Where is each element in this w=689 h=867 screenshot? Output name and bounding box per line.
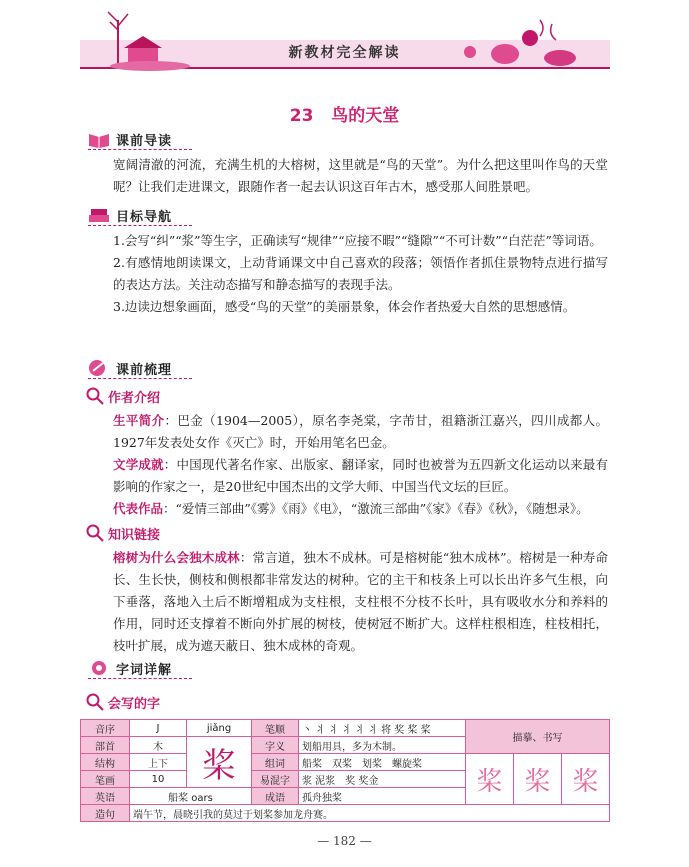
section-title: 课前导读 bbox=[116, 133, 173, 149]
pinyin: jiǎng bbox=[187, 720, 252, 737]
knowledge-paragraph: 榕树为什么会独木成林：常言道，独木不成林。可是榕树能“独木成林”。榕树是一种寿命长、生长快，侧枝和侧根都非常发达的树种。它的主干和枝条上可以长出许多气生根，向下垂落，落地入土后不断增粗成为支柱根，支柱根不分枝不长叶，具有吸收水分和养料的作用，同时还支撑着不断向外扩展的树枝，使树冠不断扩大。这样柱根相连，柱枝相托，枝叶扩展，成为遮天蔽日、独木成林的奇观。 bbox=[113, 550, 608, 653]
trace-char: 桨 bbox=[513, 754, 561, 805]
subsection-write-chars: 会写的字 bbox=[86, 692, 160, 712]
book-stack-icon bbox=[88, 206, 110, 224]
section-title: 课前梳理 bbox=[116, 362, 173, 378]
lesson-number: 23 bbox=[289, 106, 314, 126]
lesson-title bbox=[0, 101, 689, 126]
stroke-order: 丶 丬 丬 丬 丬 丬 将 奖 桨 桨 bbox=[299, 720, 466, 737]
section-title: 目标导航 bbox=[116, 209, 173, 225]
author-info: 生平简介：巴金（1904—2005），原名李尧棠，字芾甘，祖籍浙江嘉兴，四川成都人。1927年发表处女作《灭亡》时，开始用笔名巴金。 文学成就：中国现代著名作家、出版家、翻译家，同时也被誉为五四新文化运动以来最有影响的作家之一，是20世纪中国杰出的文学大师、中国当代文坛的巨匠。 代表作品：“爱情三部曲”《雾》《雨》《电》，“激流三部曲”《家》《春》《秋》，《随想录》。 bbox=[113, 413, 608, 516]
goal-item: 2.有感情地朗读课文，上动背诵课文中自己喜欢的段落；领悟作者抓住景物特点进行描写的表达方法。关注动态描写和静态描写的表现手法。 bbox=[113, 255, 608, 292]
preview-paragraph: 宽阔清澈的河流，充满生机的大榕树，这里就是“鸟的天堂”。为什么把这里叫作鸟的天堂呢？让我们走进课文，跟随作者一起去认识这百年古木，感受那人间胜景吧。 bbox=[113, 157, 608, 194]
page-number: — 182 — bbox=[317, 834, 372, 848]
subsection-knowledge: 知识链接 bbox=[86, 523, 160, 543]
example-sentence: 端午节，晨晓引我的莫过于划桨参加龙舟赛。 bbox=[130, 805, 610, 822]
magnifier-icon bbox=[86, 693, 104, 711]
header-title: 新教材完全解读 bbox=[288, 45, 401, 61]
magnifier-icon bbox=[86, 387, 104, 405]
open-book-icon bbox=[88, 130, 110, 148]
flower-icon bbox=[88, 659, 110, 677]
trace-char: 桨 bbox=[465, 754, 513, 805]
section-preview bbox=[88, 128, 172, 150]
magnifier-icon bbox=[86, 524, 104, 542]
page-header bbox=[0, 0, 689, 78]
big-character: 桨 bbox=[187, 737, 252, 788]
character-table: 音序 J jiǎng 笔顺 丶 丬 丬 丬 丬 丬 将 奖 桨 桨 描摹、书写 部首 木 桨 字义 划船用具，多为木制。 结构 上下 组词 船桨 双桨 划桨 螺旋桨 桨 桨 桨 笔画 10 易混字 浆 泥浆 奖 奖金 英语 船桨 oars 成语 孤舟独桨 造句 端午节，晨晓引我的莫过于划桨参加龙舟赛。 bbox=[80, 719, 610, 822]
section-outline bbox=[88, 357, 172, 379]
goals-list bbox=[88, 230, 608, 318]
lesson-name: 鸟的天堂 bbox=[331, 106, 400, 126]
section-goals bbox=[88, 204, 172, 226]
pencil-icon bbox=[88, 359, 110, 377]
goal-item: 3.边读边想象画面，感受“鸟的天堂”的美丽景象，体会作者热爱大自然的思想感情。 bbox=[113, 299, 576, 314]
trace-char: 桨 bbox=[561, 754, 609, 805]
goal-item: 1.会写“纠”“浆”等生字，正确读写“规律”“应接不暇”“缝隙”“不可计数”“白茫茫”等词语。 bbox=[113, 233, 602, 248]
header-decoration bbox=[0, 0, 689, 78]
subsection-author: 作者介绍 bbox=[86, 386, 160, 406]
section-title: 字词详解 bbox=[116, 662, 173, 678]
section-words bbox=[88, 657, 172, 679]
